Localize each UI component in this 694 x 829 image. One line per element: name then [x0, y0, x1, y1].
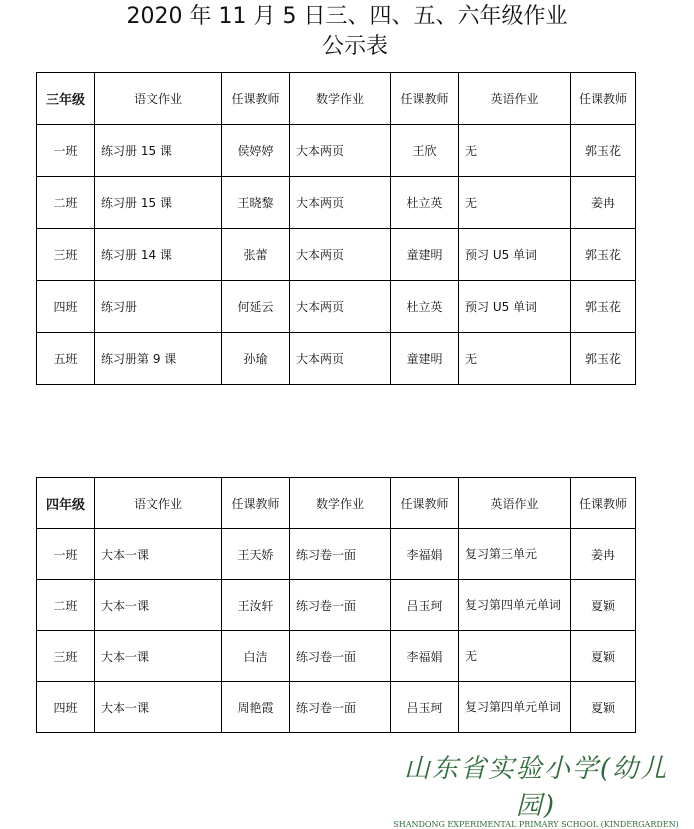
column-header: 数学作业: [290, 478, 391, 529]
grade-label: 四年级: [37, 478, 95, 529]
title-line-1: 2020 年 11 月 5 日三、四、五、六年级作业: [126, 4, 568, 29]
math-homework: 大本两页: [290, 281, 391, 333]
math-homework: 练习卷一面: [290, 580, 391, 631]
english-homework: 复习第四单元单词: [459, 682, 571, 733]
class-name: 一班: [37, 125, 95, 177]
table-row: [37, 682, 636, 733]
english-homework: 预习 U5 单词: [459, 281, 571, 333]
teacher-name: 孙瑜: [222, 333, 290, 385]
teacher-name: 姜冉: [571, 529, 636, 580]
teacher-name: 王晓黎: [222, 177, 290, 229]
teacher-name: 何延云: [222, 281, 290, 333]
teacher-name: 杜立英: [391, 281, 459, 333]
class-name: 一班: [37, 529, 95, 580]
english-homework: 无: [459, 333, 571, 385]
chinese-homework: 大本一课: [95, 529, 222, 580]
column-header: 任课教师: [391, 478, 459, 529]
teacher-name: 郭玉花: [571, 333, 636, 385]
class-name: 二班: [37, 580, 95, 631]
teacher-name: 姜冉: [571, 177, 636, 229]
math-homework: 练习卷一面: [290, 529, 391, 580]
class-name: 二班: [37, 177, 95, 229]
math-homework: 大本两页: [290, 333, 391, 385]
math-homework: 大本两页: [290, 229, 391, 281]
teacher-name: 郭玉花: [571, 281, 636, 333]
class-name: 三班: [37, 631, 95, 682]
chinese-homework: 练习册: [95, 281, 222, 333]
teacher-name: 杜立英: [391, 177, 459, 229]
teacher-name: 童建明: [391, 333, 459, 385]
teacher-name: 童建明: [391, 229, 459, 281]
chinese-homework: 练习册 14 课: [95, 229, 222, 281]
table-row: [37, 177, 636, 229]
english-homework: 无: [459, 177, 571, 229]
class-name: 五班: [37, 333, 95, 385]
class-name: 四班: [37, 281, 95, 333]
class-name: 三班: [37, 229, 95, 281]
chinese-homework: 练习册第 9 课: [95, 333, 222, 385]
math-homework: 练习卷一面: [290, 631, 391, 682]
table-row: [37, 333, 636, 385]
column-header: 英语作业: [459, 478, 571, 529]
teacher-name: 白洁: [222, 631, 290, 682]
table-row: [37, 125, 636, 177]
column-header: 任课教师: [571, 478, 636, 529]
school-name-chinese: 山东省实验小学(幼儿园): [403, 754, 669, 821]
column-header: 任课教师: [391, 73, 459, 125]
teacher-name: 夏颖: [571, 580, 636, 631]
english-homework: 无: [459, 125, 571, 177]
teacher-name: 张蕾: [222, 229, 290, 281]
chinese-homework: 大本一课: [95, 631, 222, 682]
grade-4-homework-table: [36, 477, 636, 733]
chinese-homework: 大本一课: [95, 580, 222, 631]
grade-3-homework-table: [36, 72, 636, 385]
grade-label: 三年级: [37, 73, 95, 125]
table-header-row: [37, 73, 636, 125]
english-homework: 预习 U5 单词: [459, 229, 571, 281]
table-row: [37, 229, 636, 281]
title-line-2: 公示表: [321, 34, 388, 59]
chinese-homework: 练习册 15 课: [95, 177, 222, 229]
column-header: 任课教师: [222, 73, 290, 125]
teacher-name: 吕玉珂: [391, 580, 459, 631]
table-header-row: [37, 478, 636, 529]
math-homework: 大本两页: [290, 177, 391, 229]
column-header: 语文作业: [95, 478, 222, 529]
teacher-name: 李福娟: [391, 529, 459, 580]
chinese-homework: 大本一课: [95, 682, 222, 733]
column-header: 任课教师: [222, 478, 290, 529]
teacher-name: 王汝轩: [222, 580, 290, 631]
table-row: [37, 631, 636, 682]
table-row: [37, 529, 636, 580]
teacher-name: 郭玉花: [571, 125, 636, 177]
teacher-name: 周艳霞: [222, 682, 290, 733]
column-header: 英语作业: [459, 73, 571, 125]
teacher-name: 夏颖: [571, 631, 636, 682]
page-title: [0, 2, 694, 62]
teacher-name: 王天娇: [222, 529, 290, 580]
english-homework: 复习第三单元: [459, 529, 571, 580]
teacher-name: 吕玉珂: [391, 682, 459, 733]
math-homework: 练习卷一面: [290, 682, 391, 733]
column-header: 数学作业: [290, 73, 391, 125]
column-header: 语文作业: [95, 73, 222, 125]
column-header: 任课教师: [571, 73, 636, 125]
math-homework: 大本两页: [290, 125, 391, 177]
teacher-name: 王欣: [391, 125, 459, 177]
school-logo: [386, 748, 686, 829]
school-name-english: SHANDONG EXPERIMENTAL PRIMARY SCHOOL (KINDERGARDEN): [393, 820, 679, 829]
table-row: [37, 580, 636, 631]
english-homework: 复习第四单元单词: [459, 580, 571, 631]
teacher-name: 侯婷婷: [222, 125, 290, 177]
class-name: 四班: [37, 682, 95, 733]
teacher-name: 夏颖: [571, 682, 636, 733]
teacher-name: 郭玉花: [571, 229, 636, 281]
chinese-homework: 练习册 15 课: [95, 125, 222, 177]
teacher-name: 李福娟: [391, 631, 459, 682]
english-homework: 无: [459, 631, 571, 682]
table-row: [37, 281, 636, 333]
